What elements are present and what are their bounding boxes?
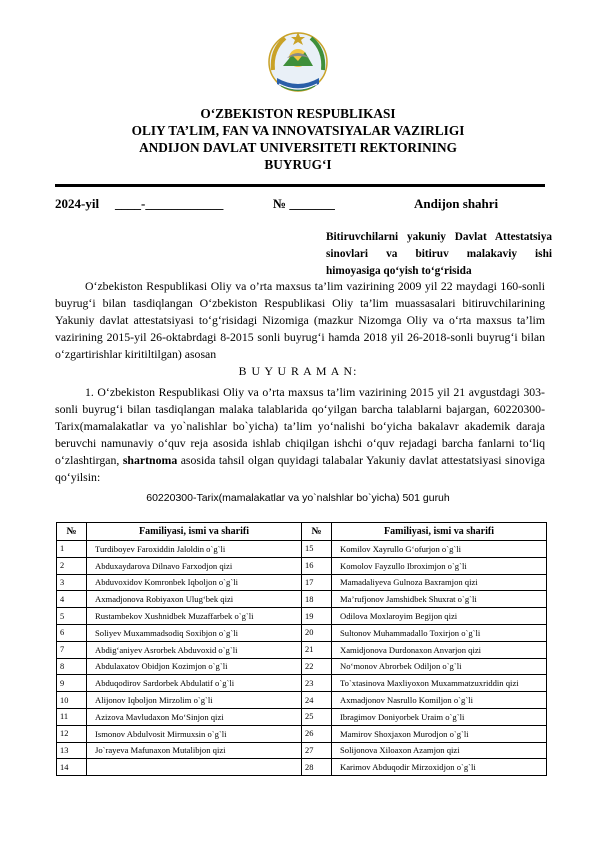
row-number: 17 <box>302 574 332 591</box>
row-number: 20 <box>302 624 332 641</box>
row-number: 4 <box>57 591 87 608</box>
student-name: Mamirov Shoxjaxon Murodjon o`g`li <box>332 725 547 742</box>
item-line: beruvchi namunaviy o‘quv reja asosida ishlab chiqilgan ishchi o‘quv rejadagi barcha fanlarni to‘liq <box>55 435 545 450</box>
subject-line-2: sinovlari va bitiruv malakaviy ishi <box>326 248 552 260</box>
preamble-line: o‘zgartirishlar kiritiltilgan) asosan <box>55 346 217 361</box>
student-name: Odilova Moxlaroyim Begijon qizi <box>332 608 547 625</box>
row-number: 16 <box>302 557 332 574</box>
row-number: 15 <box>302 541 332 558</box>
table-row <box>57 541 547 558</box>
table-row <box>57 725 547 742</box>
row-number: 22 <box>302 658 332 675</box>
student-name: Turdiboyev Faroxiddin Jaloldin o`g`li <box>87 541 302 558</box>
order-city: Andijon shahri <box>414 196 499 211</box>
student-name: To`xtasinova Maxliyoxon Muxammatzuxriddin qizi <box>332 675 547 692</box>
row-number: 10 <box>57 692 87 709</box>
preamble-line: Yakuniy davlat attestatsiyasi to‘g‘risidagi Nizomiga (mazkur Nizomga Oliy va o‘rta maxsus ta’lim <box>55 312 545 327</box>
row-number: 7 <box>57 641 87 658</box>
item-text: asosida tahsil olgan quyidagi talabalar Yakuniy davlat attestatsiyasi sinoviga <box>177 452 545 467</box>
row-number: 8 <box>57 658 87 675</box>
row-number: 14 <box>57 759 87 776</box>
student-name: Abdulaxatov Obidjon Kozimjon o`g`li <box>87 658 302 675</box>
student-table <box>56 522 547 776</box>
student-name: Ma’rufjonov Jamshidbek Shuxrat o`g`li <box>332 591 547 608</box>
row-number: 3 <box>57 574 87 591</box>
student-name: Axmadjonov Nasrullo Komiljon o`g`li <box>332 692 547 709</box>
student-name: Azizova Mavludaxon Mo‘Sinjon qizi <box>87 708 302 725</box>
preamble-line: vazirining 2015-yil 26-oktabrdagi 8-2015 sonli buyrug‘i hamda 2018 yil 26-2018-sonli buyrug‘i bilan <box>55 329 545 344</box>
header-order-title: BUYRUG‘I <box>264 157 332 172</box>
row-number: 13 <box>57 742 87 759</box>
student-name: Jo`rayeva Mafunaxon Mutalibjon qizi <box>87 742 302 759</box>
row-number: 24 <box>302 692 332 709</box>
student-name: Komilov Xayrullo G‘ofurjon o`g`li <box>332 541 547 558</box>
row-number: 21 <box>302 641 332 658</box>
table-header-row <box>57 523 547 541</box>
col-number-header: № <box>302 523 332 541</box>
header-divider <box>55 184 545 187</box>
header-ministry: OLIY TA’LIM, FAN VA INNOVATSIYALAR VAZIRLIGI <box>131 123 465 138</box>
row-number: 11 <box>57 708 87 725</box>
row-number: 2 <box>57 557 87 574</box>
row-number: 27 <box>302 742 332 759</box>
student-name: Karimov Abduqodir Mirzoxidjon o`g`li <box>332 759 547 776</box>
student-name: Abduvoxidov Komronbek Iqboljon o`g`li <box>87 574 302 591</box>
header-university: ANDIJON DAVLAT UNIVERSITETI REKTORINING <box>139 140 457 155</box>
student-name: Xamidjonova Durdonaxon Anvarjon qizi <box>332 641 547 658</box>
row-number: 28 <box>302 759 332 776</box>
table-row <box>57 658 547 675</box>
student-name: Solijonova Xiloaxon Azamjon qizi <box>332 742 547 759</box>
student-name: Soliyev Muxammadsodiq Soxibjon o`g`li <box>87 624 302 641</box>
row-number: 6 <box>57 624 87 641</box>
contract-word: shartnoma <box>122 452 178 467</box>
order-number: № _______ <box>273 196 335 211</box>
table-row <box>57 708 547 725</box>
student-name: Sultonov Muhammadallo Toxirjon o`g`li <box>332 624 547 641</box>
table-body <box>57 541 547 776</box>
row-number: 18 <box>302 591 332 608</box>
item-text: o‘zlashtirgan, <box>55 452 123 467</box>
student-name: Ismonov Abdulvosit Mirmuxsin o`g`li <box>87 725 302 742</box>
preamble-line: O‘zbekiston Respublikasi Oliy va o’rta maxsus ta’lim vazirining 2009 yil 22 maydagi 160-sonli <box>85 279 545 293</box>
table-row <box>57 591 547 608</box>
table-row <box>57 759 547 776</box>
table-row <box>57 742 547 759</box>
item-line: Tarix(mamalakatlar va yo`nalishlar bo`yicha) ta’lim yo‘nalishi bo‘yicha bakalavr akademik daraja <box>55 418 545 433</box>
state-emblem-icon <box>265 28 331 98</box>
row-number: 23 <box>302 675 332 692</box>
item-1-paragraph <box>55 384 545 485</box>
item-line: sonli buyrug‘i bilan tasdiqlangan malaka talablarida qo‘yilgan barcha talablarni bajargan, 60220300- <box>55 401 545 416</box>
table-row <box>57 675 547 692</box>
row-number: 1 <box>57 541 87 558</box>
student-name: Rustambekov Xushnidbek Muzaffarbek o`g`li <box>87 608 302 625</box>
row-number: 12 <box>57 725 87 742</box>
row-number: 25 <box>302 708 332 725</box>
row-number: 19 <box>302 608 332 625</box>
student-name <box>87 759 302 776</box>
student-name: Abdig‘aniyev Asrorbek Abduvoxid o`g`li <box>87 641 302 658</box>
item-line <box>55 452 545 469</box>
table-row <box>57 608 547 625</box>
student-name: Mamadaliyeva Gulnoza Baxramjon qizi <box>332 574 547 591</box>
table-row <box>57 641 547 658</box>
student-name: Abduqodirov Sardorbek Abdulatif o`g`li <box>87 675 302 692</box>
student-name: Axmadjonova Robiyaxon Ulug‘bek qizi <box>87 591 302 608</box>
row-number: 5 <box>57 608 87 625</box>
subject-line-3: himoyasiga qo‘yish to‘g‘risida <box>326 265 472 277</box>
item-line: qo‘yilsin: <box>55 469 101 484</box>
student-name: Abduxaydarova Dilnavo Farxodjon qizi <box>87 557 302 574</box>
item-line: 1. O‘zbekiston Respublikasi Oliy va o’rta maxsus ta’lim vazirining 2015 yil 21 avgustdagi 303- <box>85 385 545 399</box>
student-name: Ibragimov Doniyorbek Uraim o`g`li <box>332 708 547 725</box>
table-row <box>57 692 547 709</box>
order-subject <box>326 229 552 280</box>
group-title: 60220300-Tarix(mamalakatlar va yo`nalshlar bo`yicha) 501 guruh <box>146 492 450 504</box>
preamble-line: buyrug‘i bilan tasdiqlangan O‘zbekiston Respublikasi Oliy ta’lim muassasalari bitiruvchilarining <box>55 295 545 310</box>
order-year: 2024-yil <box>55 196 100 211</box>
table-row <box>57 624 547 641</box>
row-number: 26 <box>302 725 332 742</box>
order-date-blank: ____-____________ <box>115 196 224 211</box>
header-country: O‘ZBEKISTON RESPUBLIKASI <box>200 106 396 121</box>
student-name: Alijonov Iqboljon Mirzolim o`g`li <box>87 692 302 709</box>
table-row <box>57 557 547 574</box>
table-row <box>57 574 547 591</box>
student-name: Komolov Fayzullo Ibroximjon o`g`li <box>332 557 547 574</box>
student-name: No‘monov Abrorbek Odiljon o`g`li <box>332 658 547 675</box>
col-name-header: Familiyasi, ismi va sharifi <box>87 523 302 541</box>
subject-line-1: Bitiruvchilarni yakuniy Davlat Attestatsiya <box>326 231 552 243</box>
order-directive: B U Y U R A M A N: <box>238 364 358 378</box>
row-number: 9 <box>57 675 87 692</box>
col-number-header: № <box>57 523 87 541</box>
preamble-paragraph <box>55 278 545 363</box>
col-name-header: Familiyasi, ismi va sharifi <box>332 523 547 541</box>
